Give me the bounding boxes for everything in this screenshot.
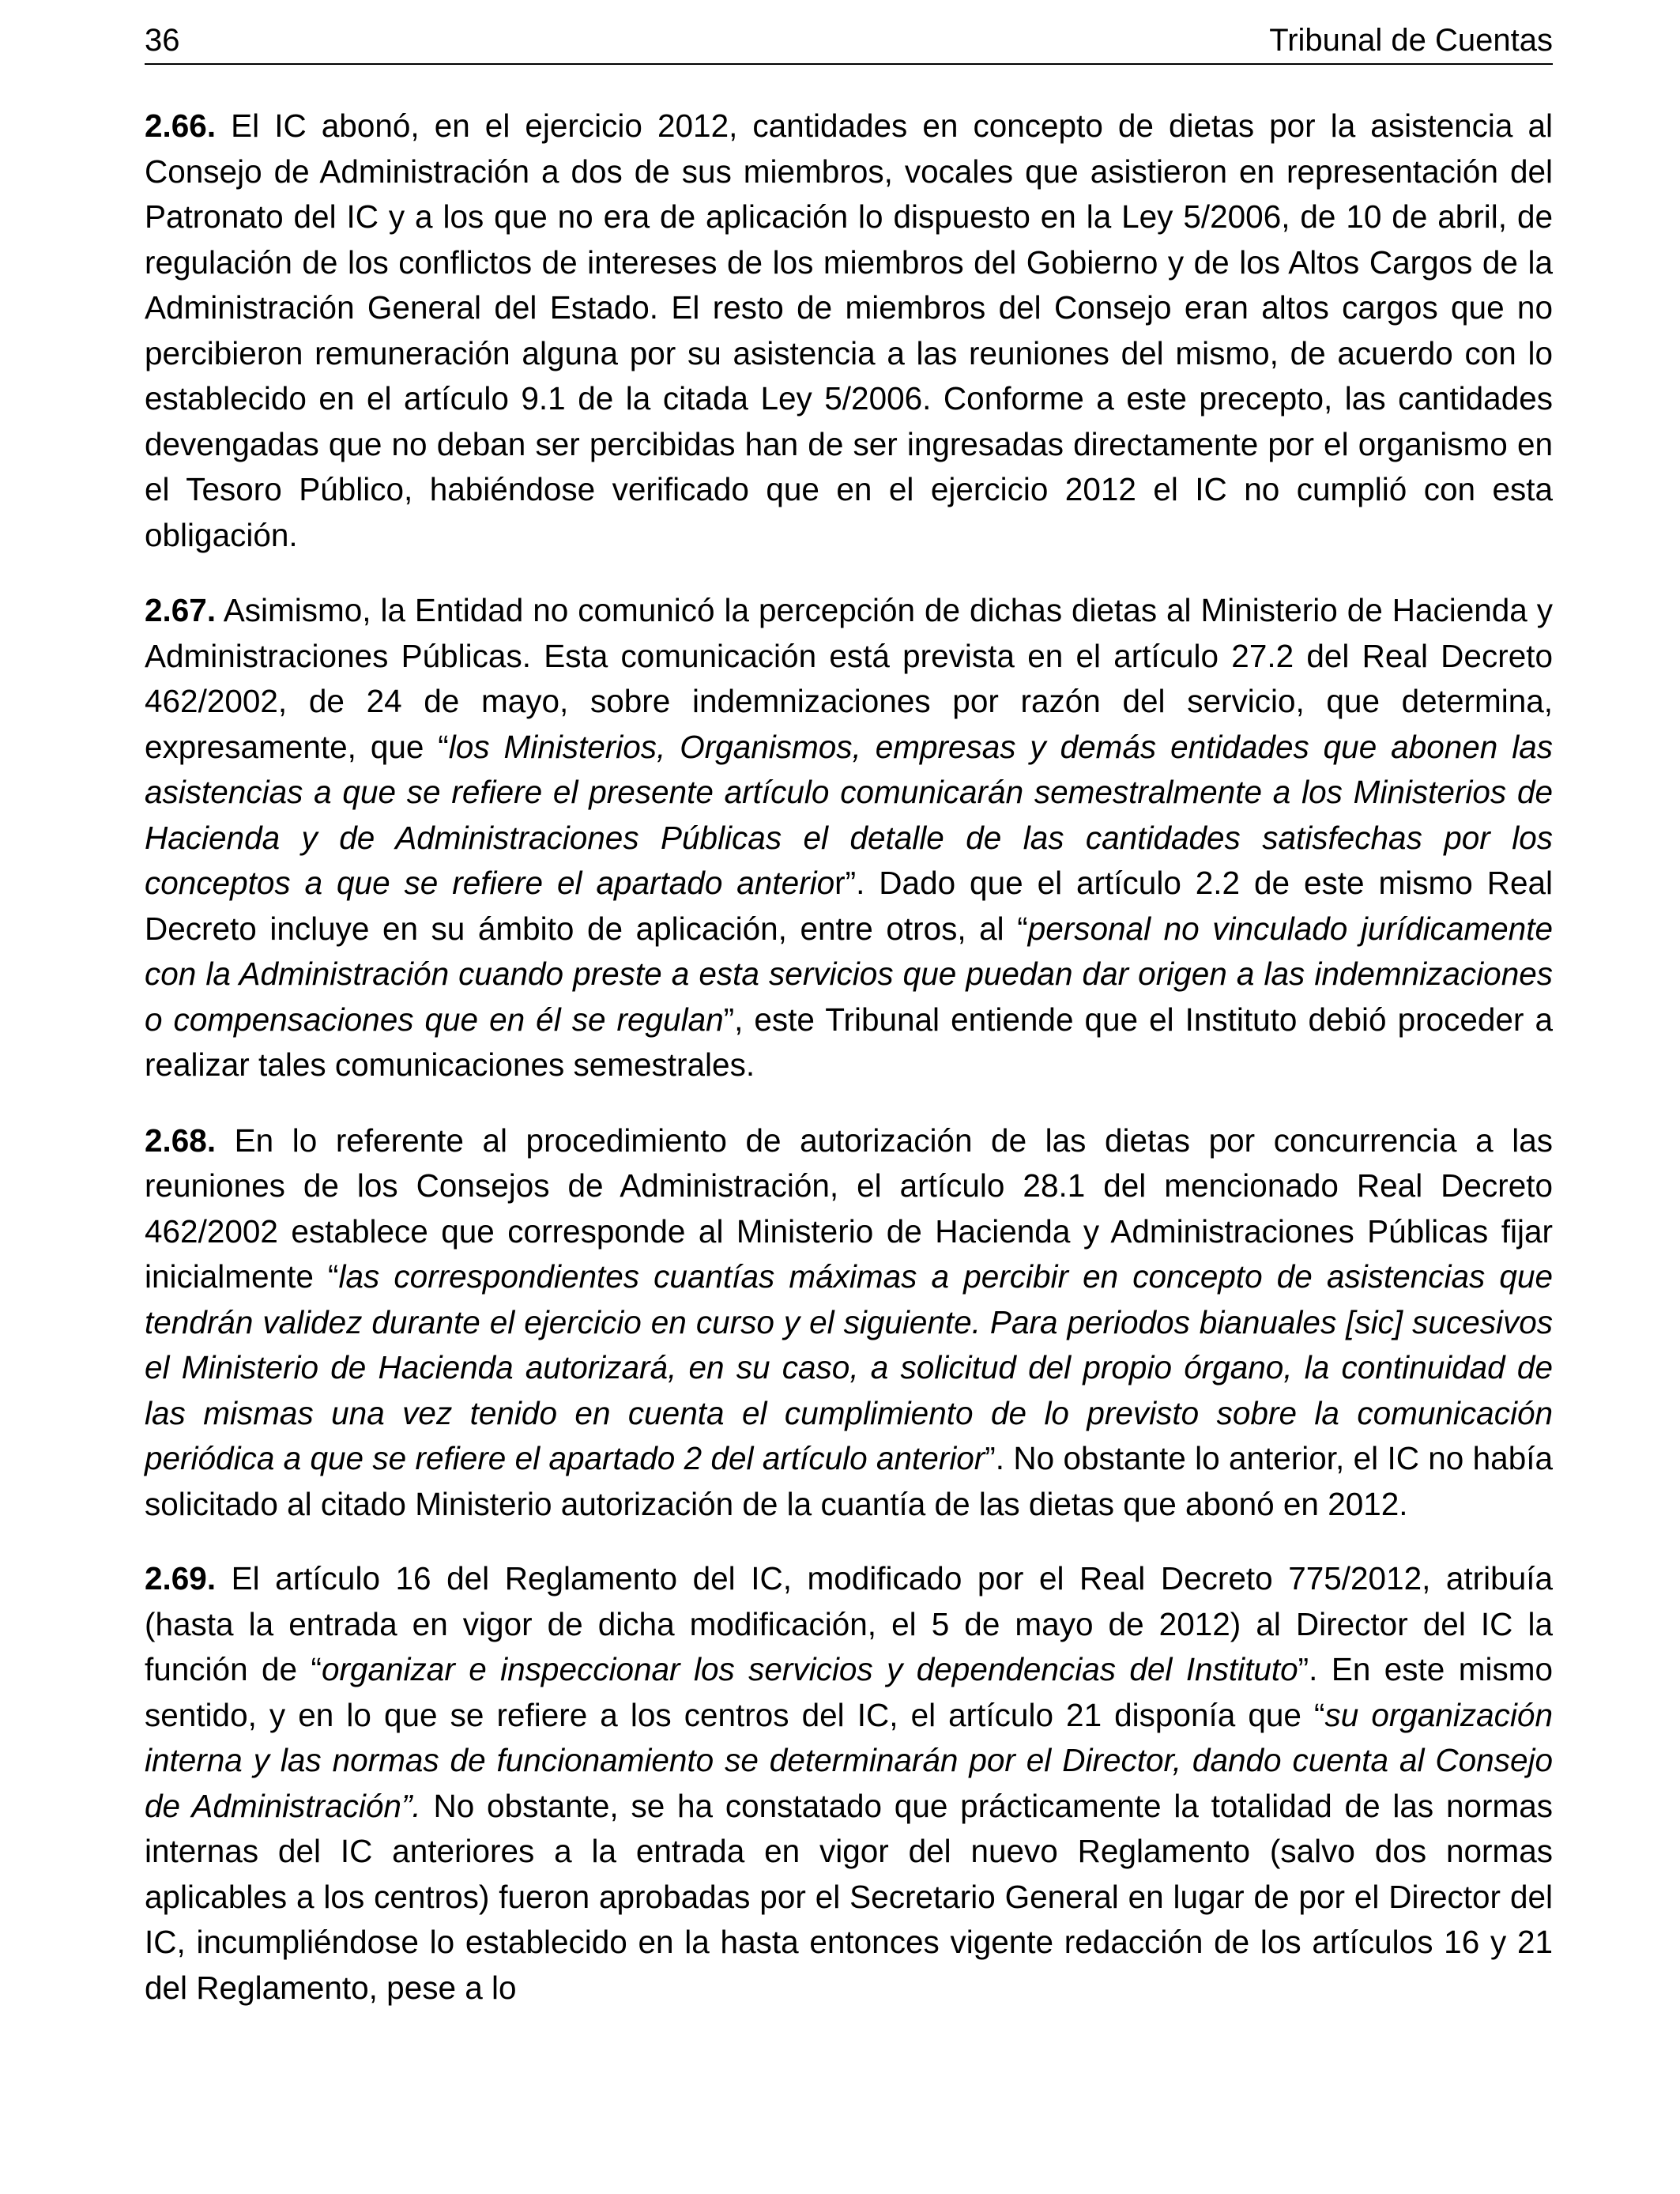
paragraph-text: ”. No obstante lo anterior, el IC no había solicitado al citado Ministerio autorización de la cuantía de las dietas que abonó en 2012. bbox=[145, 1440, 1553, 1522]
paragraph-2-66 bbox=[145, 104, 1553, 558]
paragraph-text: El artículo 16 del Reglamento del IC, modificado por el Real Decreto 775/2012, atribuía (hasta la entrada en vigor de dicha modificación, el 5 de mayo de 2012) al Director del IC la función de “ bbox=[145, 1560, 1553, 1687]
paragraph-2-68 bbox=[145, 1118, 1553, 1528]
paragraph-2-67 bbox=[145, 588, 1553, 1088]
legal-quotation: organizar e inspeccionar los servicios y dependencias del Instituto bbox=[321, 1651, 1298, 1687]
paragraph-2-69 bbox=[145, 1556, 1553, 2011]
page-number: 36 bbox=[145, 23, 180, 58]
paragraph-text: El IC abonó, en el ejercicio 2012, cantidades en concepto de dietas por la asistencia al Consejo de Administración a dos de sus miembros, vocales que asistieron en representación del Patronato del IC y a los que no era de aplicación lo dispuesto en la Ley 5/2006, de 10 de abril, de regulación de los conflictos de intereses de los miembros del Gobierno y de los Altos Cargos de la Administración General del Estado. El resto de miembros del Consejo eran altos cargos que no percibieron remuneración alguna por su asistencia a las reuniones del mismo, de acuerdo con lo establecido en el artículo 9.1 de la citada Ley 5/2006. Conforme a este precepto, las cantidades devengadas que no deban ser percibidas han de ser ingresadas directamente por el organismo en el Tesoro Público, habiéndose verificado que en el ejercicio 2012 el IC no cumplió con esta obligación. bbox=[145, 107, 1553, 553]
paragraph-number: 2.68. bbox=[145, 1122, 217, 1159]
legal-quotation: personal no vinculado jurídicamente con la Administración cuando preste a esta servicios que puedan dar origen a las indemnizaciones o compensaciones que en él se regulan bbox=[145, 910, 1553, 1038]
paragraph-number: 2.67. bbox=[145, 592, 217, 628]
paragraph-text: En lo referente al procedimiento de autorización de las dietas por concurrencia a las reuniones de los Consejos de Administración, el artículo 28.1 del mencionado Real Decreto 462/2002 establece que corresponde al Ministerio de Hacienda y Administraciones Públicas fijar inicialmente “ bbox=[145, 1122, 1553, 1295]
paragraph-text: ”. En este mismo sentido, y en lo que se refiere a los centros del IC, el artículo 21 disponía que “ bbox=[145, 1651, 1553, 1733]
legal-quotation: los Ministerios, Organismos, empresas y demás entidades que abonen las asistencias a que se refiere el presente artículo comunicarán semestralmente a los Ministerios de Hacienda y de Administraciones Públicas el detalle de las cantidades satisfechas por los conceptos a que se refiere el apartado anterio bbox=[145, 728, 1553, 901]
paragraph-text: Asimismo, la Entidad no comunicó la percepción de dichas dietas al Ministerio de Hacienda y Administraciones Públicas. Esta comunicación está prevista en el artículo 27.2 del Real Decreto 462/2002, de 24 de mayo, sobre indemnizaciones por razón del servicio, que determina, expresamente, que “ bbox=[145, 592, 1553, 765]
paragraph-text: ”, este Tribunal entiende que el Instituto debió proceder a realizar tales comunicaciones semestrales. bbox=[145, 1001, 1553, 1083]
legal-quotation: su organización interna y las normas de funcionamiento se determinarán por el Director, dando cuenta al Consejo de Administración”. bbox=[145, 1696, 1553, 1824]
body-text bbox=[145, 104, 1553, 2011]
paragraph-number: 2.69. bbox=[145, 1560, 217, 1596]
paragraph-text: r”. Dado que el artículo 2.2 de este mismo Real Decreto incluye en su ámbito de aplicación, entre otros, al “ bbox=[145, 865, 1553, 947]
page-header bbox=[145, 17, 1553, 65]
running-title: Tribunal de Cuentas bbox=[1269, 23, 1553, 58]
legal-quotation: las correspondientes cuantías máximas a percibir en concepto de asistencias que tendrán validez durante el ejercicio en curso y el siguiente. Para periodos bianuales [sic] sucesivos el Ministerio de Hacienda autorizará, en su caso, a solicitud del propio órgano, la continuidad de las mismas una vez tenido en cuenta el cumplimiento de lo previsto sobre la comunicación periódica a que se refiere el apartado 2 del artículo anterior bbox=[145, 1258, 1553, 1476]
paragraph-number: 2.66. bbox=[145, 107, 217, 144]
paragraph-text: No obstante, se ha constatado que prácticamente la totalidad de las normas internas del IC anteriores a la entrada en vigor del nuevo Reglamento (salvo dos normas aplicables a los centros) fueron aprobadas por el Secretario General en lugar de por el Director del IC, incumpliéndose lo establecido en la hasta entonces vigente redacción de los artículos 16 y 21 del Reglamento, pese a lo bbox=[145, 1787, 1553, 2006]
